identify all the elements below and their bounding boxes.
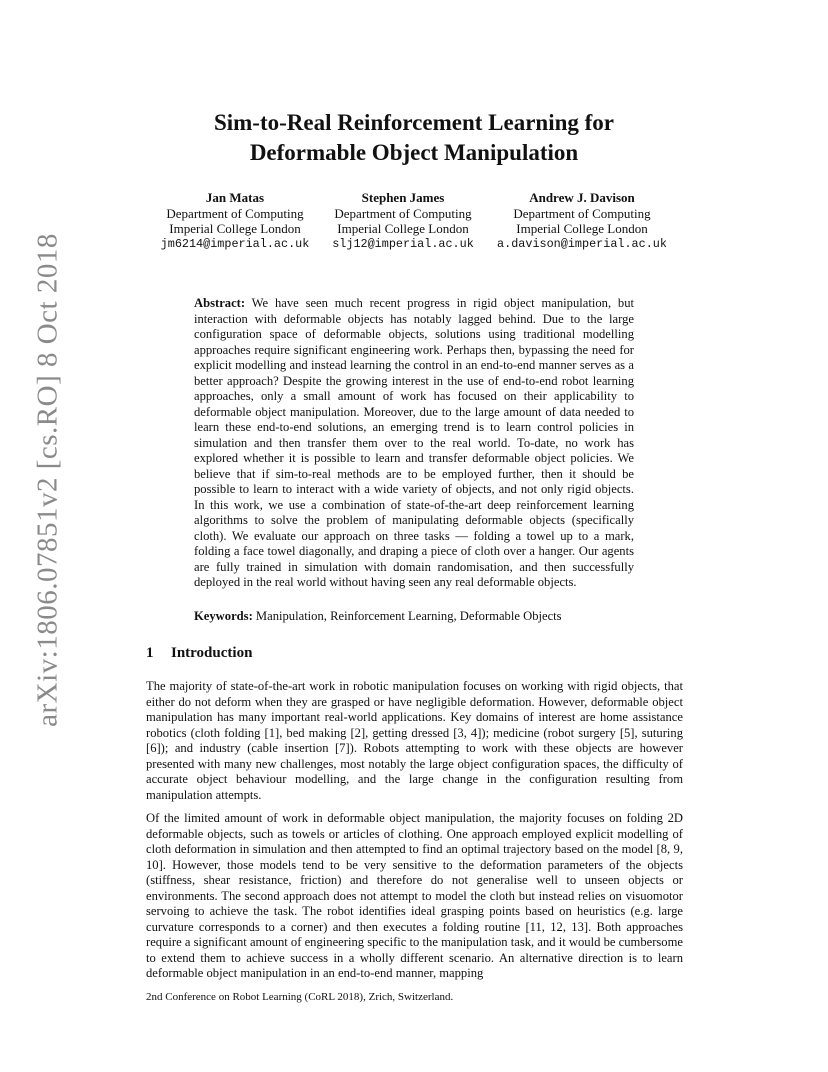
author-department: Department of Computing: [334, 205, 472, 221]
author-3: [492, 190, 672, 252]
keywords-text: Manipulation, Reinforcement Learning, Deformable Objects: [255, 609, 562, 623]
introduction-body: [146, 679, 683, 990]
author-institution: Imperial College London: [516, 221, 648, 236]
author-email[interactable]: jm6214@imperial.ac.uk: [160, 236, 310, 251]
arxiv-identifier: arXiv:1806.07851v2 [cs.RO] 8 Oct 2018: [31, 233, 64, 727]
author-block: [0, 190, 828, 260]
author-email[interactable]: a.davison@imperial.ac.uk: [497, 236, 667, 251]
body-paragraph-1: The majority of state-of-the-art work in robotic manipulation focuses on working with rigid objects, that either do not deform when they are grasped or have negligible deformation. However, deformable object manipulation has many important real-world applications. Key domains of interest are home assistance robotics (cloth folding [1], bed making [2], getting dressed [3, 4]); medicine (robot surgery [5], suturing [6]); and industry (cable insertion [7]). Robots attempting to work with these objects are however presented with many new challenges, most notably the large object configuration spaces, the difficulty of accurate object behaviour modelling, and the large change in the configuration resulting from manipulation attempts.: [146, 679, 683, 802]
abstract: [194, 296, 634, 591]
title-line-1: Sim-to-Real Reinforcement Learning for: [213, 110, 615, 135]
abstract-text: We have seen much recent progress in rigid object manipulation, but interaction with deformable objects has notably lagged behind. Due to the large configuration space of deformable objects, solutions using traditional modelling approaches require significant engineering work. Perhaps then, bypassing the need for explicit modelling and instead learning the control in an end-to-end manner serves as a better approach? Despite the growing interest in the use of end-to-end robot learning approaches, only a small amount of work has focused on their applicability to deformable object manipulation. Moreover, due to the large amount of data needed to learn these end-to-end solutions, an emerging trend is to learn control policies in simulation and then transfer them over to the real world. To-date, no work has explored whether it is possible to learn and transfer deformable object policies. We believe that if sim-to-real methods are to be employed further, then it should be possible to learn to interact with a wide variety of objects, and not only rigid objects. In this work, we use a combination of state-of-the-art deep reinforcement learning algorithms to solve the problem of manipulating deformable objects (specifically cloth). We evaluate our approach on three tasks — folding a towel up to a mark, folding a face towel diagonally, and draping a piece of cloth over a hanger. Our agents are fully trained in simulation with domain randomisation, and then successfully deployed in the real world without having seen any real deformable objects.: [194, 296, 635, 589]
keywords-label: Keywords:: [194, 609, 253, 623]
section-number: 1: [146, 645, 154, 661]
author-1: [160, 190, 310, 252]
author-email[interactable]: slj12@imperial.ac.uk: [332, 236, 474, 251]
author-2: [328, 190, 478, 252]
body-paragraph-2: Of the limited amount of work in deformable object manipulation, the majority focuses on folding 2D deformable objects, such as towels or articles of clothing. One approach employed explicit modelling of cloth deformation in simulation and then attempted to find an optimal trajectory based on the model [8, 9, 10]. However, those models tend to be very sensitive to the deformation parameters of the objects (stiffness, shear resistance, friction) and therefore do not generalise well to unseen objects or environments. The second approach does not attempt to model the cloth but instead relies on visuomotor servoing to achieve the task. The robot identifies ideal grasping points based on heuristics (e.g. large curvature corresponds to a corner) and then executes a folding routine [11, 12, 13]. Both approaches require a significant amount of engineering specific to the manipulation task, and it would be cumbersome to extend them to achieve success in a wholly different scenario. An alternative direction is to learn deformable object manipulation in an end-to-end manner, mapping: [146, 811, 683, 980]
section-heading-introduction: [146, 645, 252, 662]
abstract-label: Abstract:: [194, 296, 246, 310]
section-title: Introduction: [171, 645, 253, 661]
author-institution: Imperial College London: [169, 221, 301, 236]
keywords: [194, 609, 634, 625]
author-name: Jan Matas: [205, 190, 265, 205]
author-institution: Imperial College London: [337, 221, 469, 236]
author-department: Department of Computing: [513, 205, 651, 221]
author-department: Department of Computing: [166, 205, 304, 221]
title-line-2: Deformable Object Manipulation: [249, 140, 579, 165]
paper-title: [0, 108, 828, 168]
conference-footer: 2nd Conference on Robot Learning (CoRL 2018), Zrich, Switzerland.: [146, 991, 454, 1003]
author-name: Andrew J. Davison: [529, 190, 635, 205]
author-name: Stephen James: [361, 190, 445, 205]
